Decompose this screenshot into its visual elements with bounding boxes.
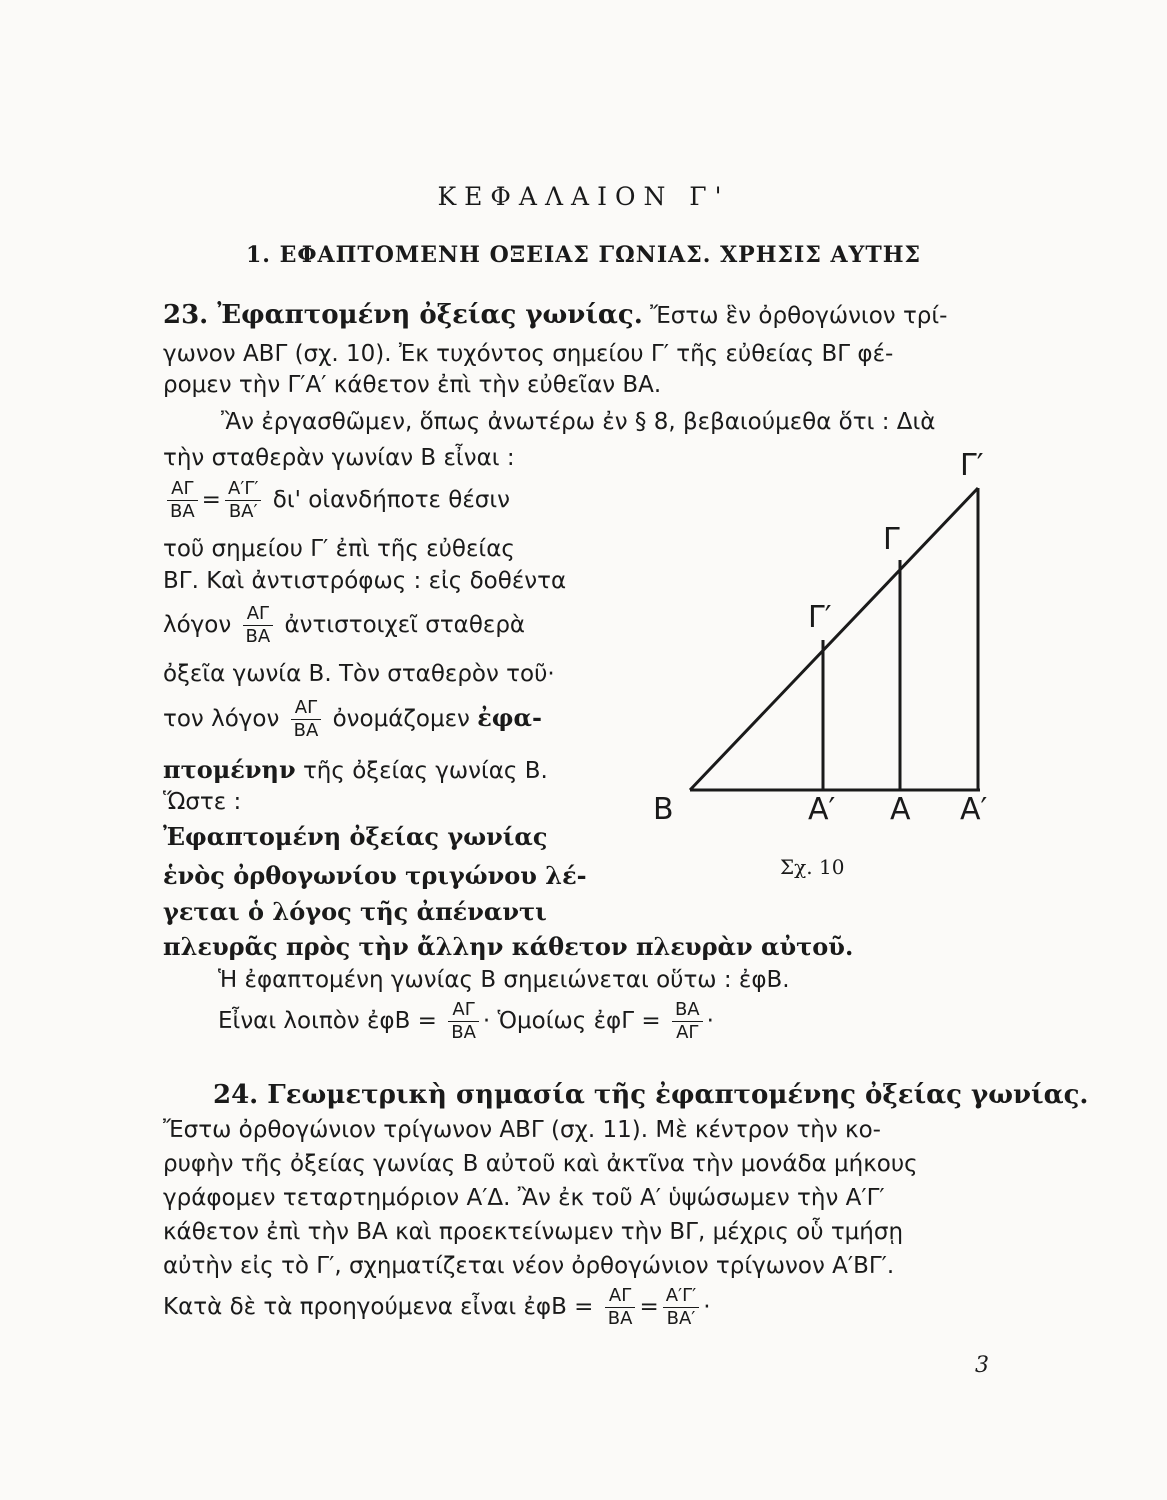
p23-line-11: τον λόγον $\frac{A\Gamma}{BA}$ ὀνομάζομεν ἐφα-	[163, 697, 542, 741]
chapter-title: ΚΕΦΑΛΑΙΟΝ Γ'	[437, 182, 730, 211]
label-g: Γ	[883, 522, 900, 557]
p23-line-8: ΒΓ. Καὶ ἀντιστρόφως : εἰς δοθέντα	[163, 568, 567, 594]
p24-line-2: ρυφὴν τῆς ὀξείας γωνίας Β αὐτοῦ καὶ ἀκτῖνα τὴν μονάδα μήκους	[163, 1151, 918, 1177]
p23-line-7: τοῦ σημείου Γ′ ἐπὶ τῆς εὐθείας	[163, 536, 515, 562]
p23-line-2: γωνον ΑΒΓ (σχ. 10). Ἐκ τυχόντος σημείου Γ′ τῆς εὐθείας ΒΓ φέ-	[163, 341, 894, 367]
p23-line-1: 23. Ἐφαπτομένη ὀξείας γωνίας. Ἔστω ἓν ὀρθογώνιον τρί-	[163, 300, 948, 330]
hypotenuse-line	[690, 488, 978, 790]
p23-line-3: ρομεν τὴν Γ′Α′ κάθετον ἐπὶ τὴν εὐθεῖαν ΒΑ.	[163, 372, 662, 398]
fraction: $\frac{BA}{A\Gamma}$	[672, 999, 703, 1044]
label-g-prime-top: Γ′	[960, 448, 984, 483]
label-a-prime-2: Α′	[960, 792, 988, 827]
p24-line-1: Ἔστω ὀρθογώνιον τρίγωνον ΑΒΓ (σχ. 11). Μὲ κέντρον τὴν κο-	[163, 1117, 881, 1143]
p24-heading: 24. Γεωμετρικὴ σημασία τῆς ἐφαπτομένης ὀξείας γωνίας.	[213, 1080, 1089, 1110]
fraction: $\frac{A'\Gamma'}{BA'}$	[225, 478, 262, 523]
page-number: 3	[975, 1353, 989, 1378]
p23-line-6: $\frac{A\Gamma}{BA}$ = $\frac{A'\Gamma'}{BA'}$ δι' οἱανδήποτε θέσιν	[163, 478, 510, 523]
p24-line-5: αὐτὴν εἰς τὸ Γ′, σχηματίζεται νέον ὀρθογώνιον τρίγωνον Α′ΒΓ′.	[163, 1253, 895, 1279]
p23-line-5: τὴν σταθερὰν γωνίαν Β εἶναι :	[163, 445, 515, 471]
fraction: $\frac{A\Gamma}{BA}$	[167, 478, 198, 523]
figure-caption: Σχ. 10	[780, 855, 845, 879]
figure-10-diagram	[640, 460, 1010, 840]
definition-line-1: Ἐφαπτομένη ὀξείας γωνίας	[163, 822, 548, 851]
definition-line-3: γεται ὁ λόγος τῆς ἀπέναντι	[163, 897, 547, 926]
label-a: Α	[890, 792, 911, 827]
p23-line-14: Ἡ ἐφαπτομένη γωνίας Β σημειώνεται οὕτω : ἐφΒ.	[218, 967, 790, 993]
p23-line-4: Ἂν ἐργασθῶμεν, ὅπως ἀνωτέρω ἐν § 8, βεβαιούμεθα ὅτι : Διὰ	[221, 409, 936, 435]
p24-line-6: Κατὰ δὲ τὰ προηγούμενα εἶναι ἐφΒ = $\frac{A\Gamma}{BA}$ = $\frac{A'\Gamma'}{BA'}$ ·	[163, 1285, 711, 1329]
definition-line-2: ἑνὸς ὀρθογωνίου τριγώνου λέ-	[163, 861, 587, 890]
section-title: 1. ΕΦΑΠΤΟΜΕΝΗ ΟΞΕΙΑΣ ΓΩΝΙΑΣ. ΧΡΗΣΙΣ ΑΥΤΗΣ	[245, 242, 922, 268]
fraction: $\frac{A'\Gamma'}{BA'}$	[663, 1285, 700, 1330]
label-b: Β	[653, 792, 674, 827]
p23-line-13: Ὥστε :	[163, 789, 242, 815]
fraction: $\frac{A\Gamma}{BA}$	[448, 999, 479, 1044]
p23-line-10: ὀξεῖα γωνία Β. Τὸν σταθερὸν τοῦ·	[163, 661, 555, 687]
p23-heading: 23. Ἐφαπτομένη ὀξείας γωνίας.	[163, 300, 643, 330]
label-g-prime-low: Γ′	[808, 600, 832, 635]
definition-line-4: πλευρᾶς πρὸς τὴν ἄλλην κάθετον πλευρὰν αὐτοῦ.	[163, 932, 854, 961]
p23-line-12: πτομένην τῆς ὀξείας γωνίας Β.	[163, 755, 548, 784]
fraction: $\frac{A\Gamma}{BA}$	[291, 697, 322, 742]
p24-line-4: κάθετον ἐπὶ τὴν ΒΑ καὶ προεκτείνωμεν τὴν ΒΓ, μέχρις οὗ τμήσῃ	[163, 1219, 904, 1245]
p23-line-9: λόγον $\frac{A\Gamma}{BA}$ ἀντιστοιχεῖ σταθερὰ	[163, 603, 526, 647]
label-a-prime-1: Α′	[808, 792, 836, 827]
fraction: $\frac{A\Gamma}{BA}$	[605, 1285, 636, 1330]
fraction: $\frac{A\Gamma}{BA}$	[243, 603, 274, 648]
p24-line-3: γράφομεν τεταρτημόριον Α′Δ. Ἂν ἐκ τοῦ Α′ ὑψώσωμεν τὴν Α′Γ′	[163, 1185, 885, 1211]
p23-line-15: Εἶναι λοιπὸν ἐφΒ = $\frac{A\Gamma}{BA}$ · Ὁμοίως ἐφΓ = $\frac{BA}{A\Gamma}$ ·	[218, 999, 714, 1043]
